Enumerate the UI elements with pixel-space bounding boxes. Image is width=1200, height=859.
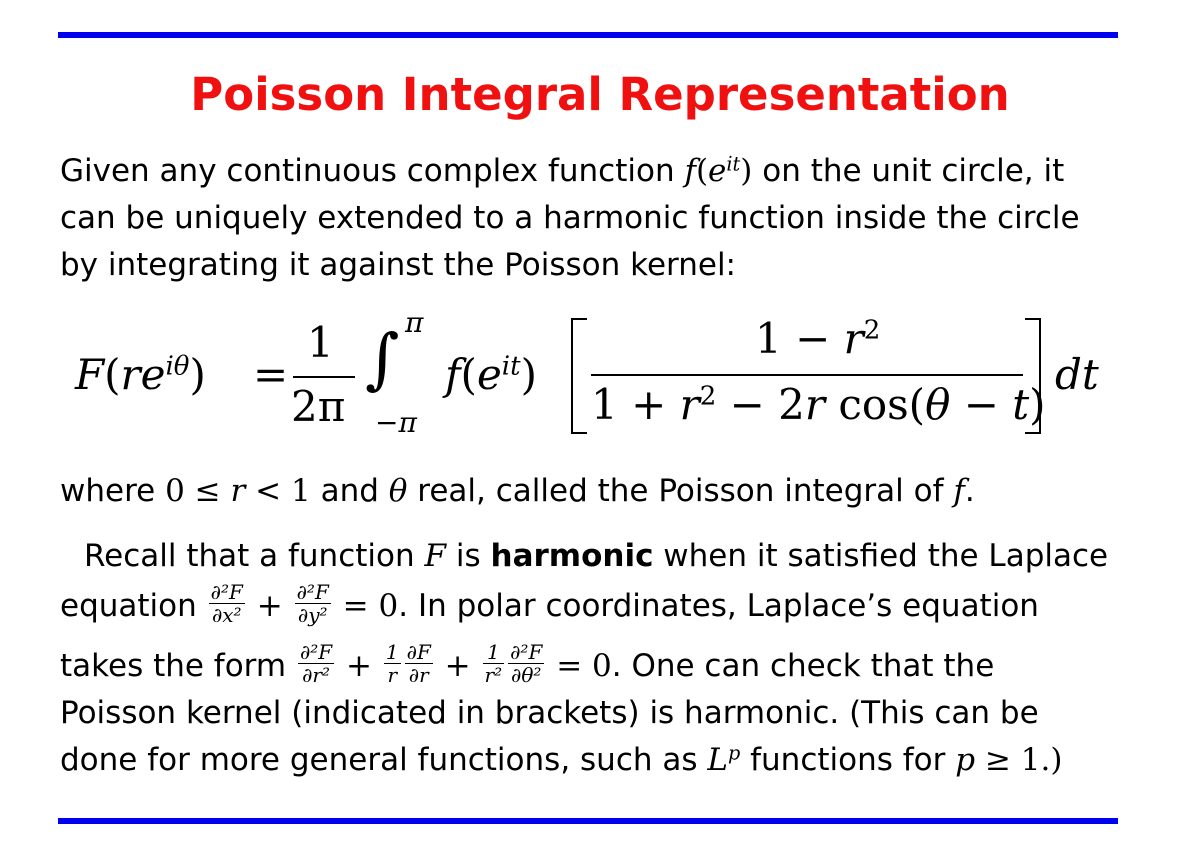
math-condition: < 1 <box>245 473 311 509</box>
frac-num: 1 <box>483 641 505 664</box>
recall-line-2 <box>60 580 1150 630</box>
math-r: r <box>679 380 700 429</box>
math-equals-zero: = 0 <box>546 648 612 684</box>
math-text: 1 − <box>755 314 844 363</box>
frac-num: ∂²F <box>299 640 333 664</box>
frac-numerator: 1 <box>307 318 334 367</box>
math-r: r <box>804 380 825 429</box>
partial-rr-fraction <box>298 641 334 686</box>
recall-text: done for more general functions, such as <box>60 742 708 778</box>
intro-text: on the unit circle, it <box>752 153 1065 189</box>
intro-line-2: can be uniquely extended to a harmonic function inside the circle <box>60 200 1080 236</box>
kernel-right-bracket <box>1025 318 1041 434</box>
frac-num: ∂²F <box>210 580 243 604</box>
math-re: re <box>120 350 166 399</box>
math-paren: ) <box>1029 380 1046 429</box>
math-F: F <box>75 350 105 399</box>
partial-xx-fraction <box>209 581 245 626</box>
math-text: − 2 <box>716 380 805 429</box>
frac-den: ∂r <box>408 663 429 687</box>
intro-line-1 <box>60 148 1150 195</box>
recall-line-4: Poisson kernel (indicated in brackets) is harmonic. (This can be <box>60 695 1039 731</box>
math-e: e <box>476 350 502 399</box>
math-paren: ( <box>460 350 477 399</box>
frac-den: r <box>387 663 398 687</box>
frac-den: r² <box>484 663 503 687</box>
recall-line-5 <box>60 737 1150 784</box>
frac-num: 1 <box>385 640 399 664</box>
math-t: t <box>1012 380 1030 429</box>
formula-lhs <box>75 350 206 399</box>
math-f: f <box>684 153 696 189</box>
math-exponent: it <box>726 152 741 176</box>
formula-equals: = <box>253 350 289 399</box>
math-r: r <box>230 473 246 509</box>
math-paren: ( <box>695 153 709 189</box>
where-text: real, called the Poisson integral of <box>407 473 954 509</box>
integral-sign: ∫ <box>365 320 400 397</box>
frac-den: ∂r² <box>302 663 331 687</box>
recall-text: . In polar coordinates, Laplace’s equation <box>398 588 1039 624</box>
math-p: p <box>955 742 976 778</box>
partial-r-fraction <box>405 641 433 686</box>
top-rule <box>58 32 1118 38</box>
inv-r-fraction <box>384 641 401 686</box>
kernel-left-bracket <box>571 318 587 434</box>
recall-text: when it satisfied the Laplace <box>653 538 1109 574</box>
math-text: 1 + <box>591 380 680 429</box>
math-plus: + <box>336 648 382 684</box>
math-paren: ( <box>104 350 121 399</box>
math-f: f <box>953 473 965 509</box>
kernel-numerator <box>755 314 880 363</box>
math-plus: + <box>246 588 293 624</box>
math-e: e <box>708 153 727 189</box>
math-cos: cos( <box>824 380 926 429</box>
recall-text: is <box>446 538 491 574</box>
where-line <box>60 468 1150 515</box>
frac-num: ∂²F <box>510 640 543 664</box>
poisson-integral-formula <box>75 306 1125 450</box>
math-condition: 0 ≤ <box>165 473 231 509</box>
intro-text: Given any continuous complex function <box>60 153 685 189</box>
math-plus: + <box>434 648 481 684</box>
formula-integrand <box>445 350 537 399</box>
frac-num: ∂²F <box>296 580 329 604</box>
recall-text: takes the form <box>60 648 296 684</box>
frac-bar <box>293 376 355 378</box>
where-text: where <box>60 473 166 509</box>
recall-line-3 <box>60 640 1150 690</box>
harmonic-term: harmonic <box>490 538 654 574</box>
intro-line-3: by integrating it against the Poisson kernel: <box>60 247 737 283</box>
math-paren: ) <box>520 350 537 399</box>
math-theta: θ <box>388 473 408 509</box>
math-r: r <box>843 314 864 363</box>
page-title: Poisson Integral Representation <box>190 68 1010 121</box>
frac-num: ∂F <box>406 640 431 664</box>
partial-yy-fraction <box>295 581 331 626</box>
recall-text: functions for <box>740 742 956 778</box>
inv-r2-fraction <box>483 641 505 686</box>
recall-line-1 <box>84 533 1174 580</box>
recall-text: . One can check that the <box>611 648 995 684</box>
math-exponent: 2 <box>863 315 881 346</box>
partial-thetatheta-fraction <box>508 641 544 686</box>
integral-lower-limit: −π <box>375 406 417 439</box>
math-f: f <box>445 350 461 399</box>
math-F: F <box>424 538 447 574</box>
math-equals-zero: = 0 <box>332 588 399 624</box>
math-theta: θ <box>925 380 951 429</box>
math-exponent: it <box>501 351 521 382</box>
math-condition: ≥ 1.) <box>975 742 1063 778</box>
math-L: L <box>707 742 728 778</box>
kernel-denominator <box>591 380 1046 429</box>
frac-den: ∂x² <box>211 603 242 627</box>
where-text: . <box>964 473 975 509</box>
math-paren: ) <box>740 153 753 189</box>
bottom-rule <box>58 818 1118 824</box>
formula-dt: dt <box>1055 350 1099 399</box>
recall-text: equation <box>60 588 207 624</box>
recall-text: Recall that a function <box>84 538 425 574</box>
frac-den: ∂y² <box>297 603 328 627</box>
math-paren: ) <box>189 350 206 399</box>
math-exponent: 2 <box>699 381 717 412</box>
math-exponent: p <box>727 741 741 765</box>
integral-upper-limit: π <box>405 306 424 339</box>
math-text: − <box>950 380 1013 429</box>
math-exponent: iθ <box>165 351 190 382</box>
kernel-frac-bar <box>591 374 1023 376</box>
frac-denominator: 2π <box>291 382 346 431</box>
frac-den: ∂θ² <box>511 663 542 687</box>
where-text: and <box>310 473 389 509</box>
